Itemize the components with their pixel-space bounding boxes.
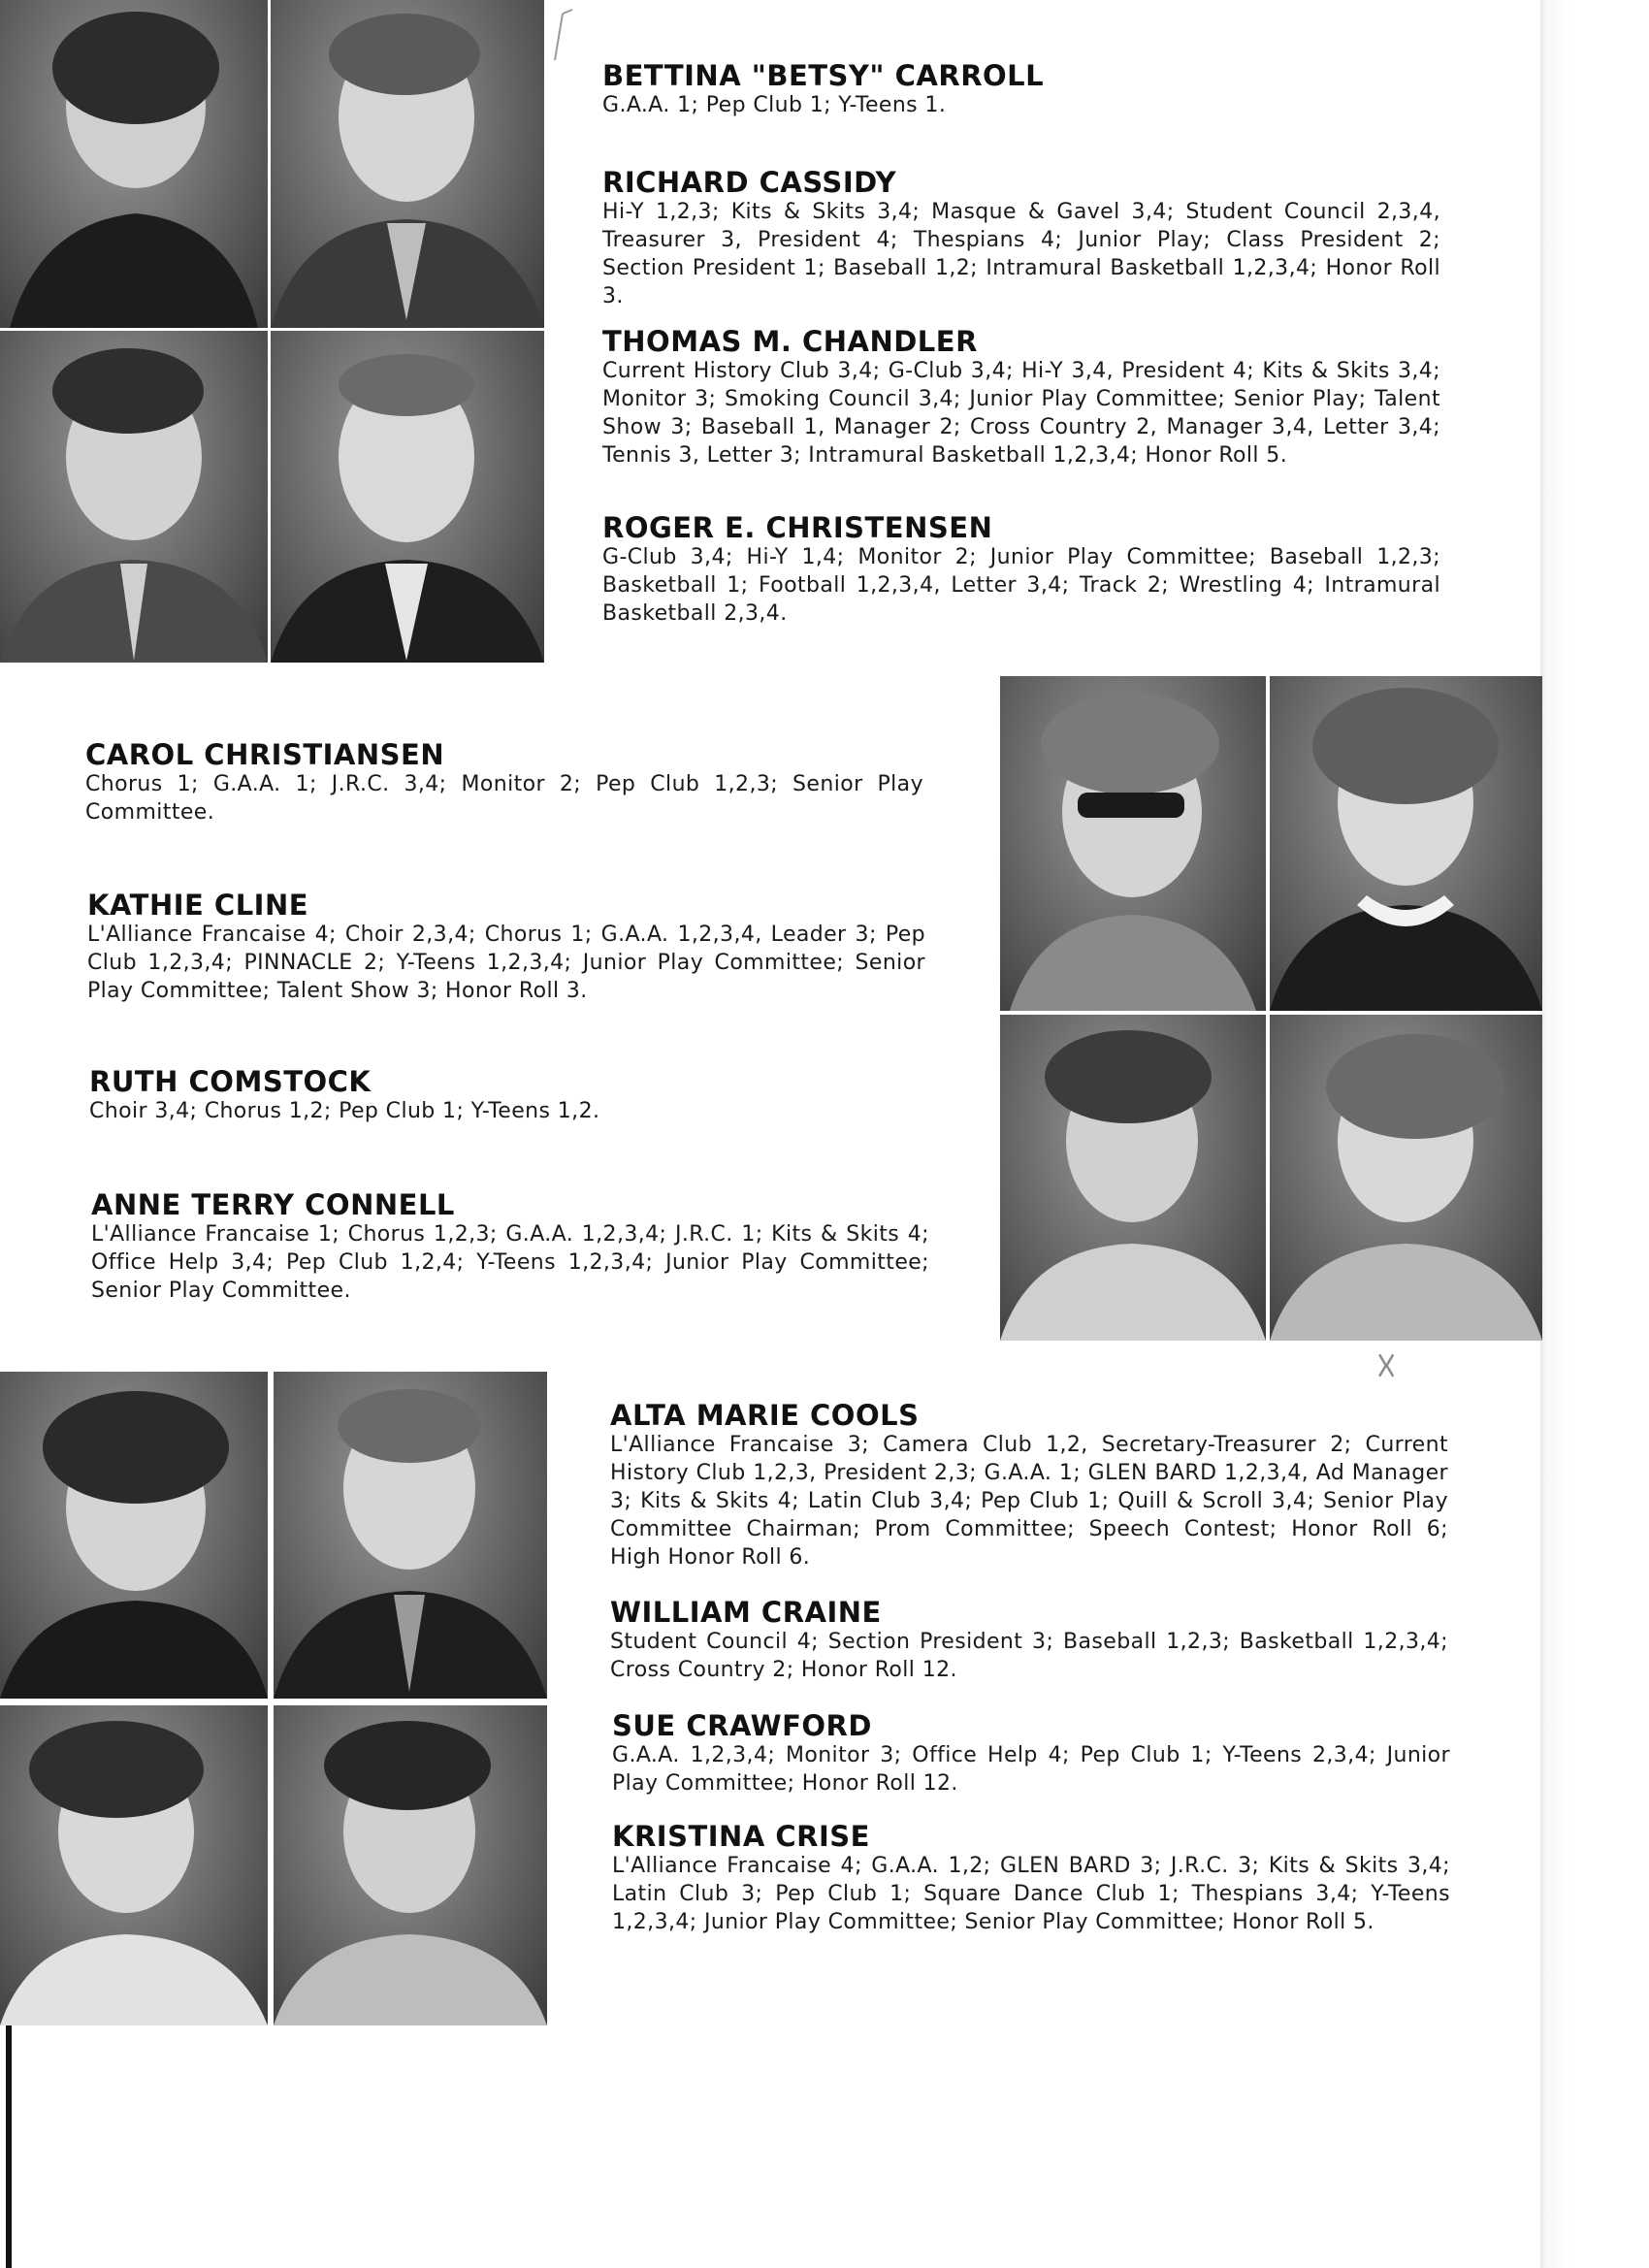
student-entry [602, 167, 1440, 310]
student-entry [87, 890, 925, 1005]
scan-edge-mark [6, 2023, 12, 2268]
student-name: THOMAS M. CHANDLER [602, 325, 978, 358]
student-name: ROGER E. CHRISTENSEN [602, 511, 993, 544]
student-activities: Hi-Y 1,2,3; Kits & Skits 3,4; Masque & Gavel 3,4; Student Council 2,3,4, Treasurer 3, President 4; Thespians 4; Junior Play; Class President 2; Section President 1; Baseball 1,2; Intramural Basketball 1,2,3,4; Honor Roll 3. [602, 200, 1440, 308]
portrait-photo [0, 1372, 268, 1699]
portrait-photo [0, 0, 268, 328]
student-entry [602, 326, 1440, 470]
student-activities: G-Club 3,4; Hi-Y 1,4; Monitor 2; Junior Play Committee; Baseball 1,2,3; Basketball 1; Football 1,2,3,4, Letter 3,4; Track 2; Wrestling 4; Intramural Basketball 2,3,4. [602, 545, 1440, 626]
student-activities: L'Alliance Francaise 4; G.A.A. 1,2; GLEN BARD 3; J.R.C. 3; Kits & Skits 3,4; Latin Club 3; Pep Club 1; Square Dance Club 1; Thespians 3,4; Y-Teens 1,2,3,4; Junior Play Committee; Senior Play Committee; Honor Roll 5. [612, 1854, 1450, 1934]
student-activities: Choir 3,4; Chorus 1,2; Pep Club 1; Y-Teens 1,2. [89, 1099, 600, 1123]
portrait-photo [274, 1705, 547, 2025]
student-name: WILLIAM CRAINE [610, 1596, 882, 1629]
portrait-photo [1270, 1015, 1542, 1341]
student-activities: Student Council 4; Section President 3; Baseball 1,2,3; Basketball 1,2,3,4; Cross Country 2; Honor Roll 12. [610, 1630, 1448, 1682]
page-edge-shadow [1540, 0, 1649, 2268]
student-name: RUTH COMSTOCK [89, 1065, 372, 1098]
student-name: BETTINA "BETSY" CARROLL [602, 59, 1045, 92]
student-entry [85, 739, 923, 826]
student-entry [89, 1066, 927, 1125]
student-name: SUE CRAWFORD [612, 1709, 872, 1742]
pencil-tick-mark [549, 8, 578, 68]
student-entry [610, 1597, 1448, 1684]
student-name: RICHARD CASSIDY [602, 166, 897, 199]
student-activities: Current History Club 3,4; G-Club 3,4; Hi-Y 3,4, President 4; Kits & Skits 3,4; Monitor 3; Smoking Council 3,4; Junior Play Committee; Senior Play; Talent Show 3; Baseball 1, Manager 2; Cross Country 2, Manager 3,4, Letter 3,4; Tennis 3, Letter 3; Intramural Basketball 1,2,3,4; Honor Roll 5. [602, 359, 1440, 468]
portrait-photo [274, 1372, 547, 1699]
student-activities: Chorus 1; G.A.A. 1; J.R.C. 3,4; Monitor 2; Pep Club 1,2,3; Senior Play Committee. [85, 772, 923, 825]
portrait-photo [0, 1705, 268, 2025]
portrait-photo [271, 0, 544, 328]
student-entry [91, 1189, 929, 1305]
portrait-photo [1270, 676, 1542, 1011]
student-entry [612, 1821, 1450, 1936]
student-name: ALTA MARIE COOLS [610, 1399, 920, 1432]
student-activities: L'Alliance Francaise 4; Choir 2,3,4; Chorus 1; G.A.A. 1,2,3,4, Leader 3; Pep Club 1,2,3,4; PINNACLE 2; Y-Teens 1,2,3,4; Junior Play Committee; Senior Play Committee; Talent Show 3; Honor Roll 3. [87, 923, 925, 1003]
portrait-photo [1000, 676, 1266, 1011]
student-entry [610, 1400, 1448, 1571]
student-activities: G.A.A. 1; Pep Club 1; Y-Teens 1. [602, 93, 947, 117]
student-entry [602, 60, 1440, 119]
student-name: KATHIE CLINE [87, 889, 309, 922]
student-name: CAROL CHRISTIANSEN [85, 738, 445, 771]
student-activities: L'Alliance Francaise 1; Chorus 1,2,3; G.A.A. 1,2,3,4; J.R.C. 1; Kits & Skits 4; Office Help 3,4; Pep Club 1,2,4; Y-Teens 1,2,3,4; Junior Play Committee; Senior Play Committee. [91, 1222, 929, 1303]
student-entry [612, 1710, 1450, 1798]
student-activities: L'Alliance Francaise 3; Camera Club 1,2, Secretary-Treasurer 2; Current History Club 1,2,3, President 2,3; G.A.A. 1; GLEN BARD 1,2,3,4, Ad Manager 3; Kits & Skits 4; Latin Club 3,4; Pep Club 1; Quill & Scroll 3,4; Senior Play Committee Chairman; Prom Committee; Speech Contest; Honor Roll 6; High Honor Roll 6. [610, 1433, 1448, 1570]
pencil-x-mark: ☓ [1375, 1343, 1398, 1390]
portrait-photo [271, 331, 544, 663]
student-name: KRISTINA CRISE [612, 1820, 870, 1853]
student-entry [602, 512, 1440, 628]
portrait-photo [1000, 1015, 1266, 1341]
portrait-photo [0, 331, 268, 663]
student-name: ANNE TERRY CONNELL [91, 1188, 455, 1221]
student-activities: G.A.A. 1,2,3,4; Monitor 3; Office Help 4; Pep Club 1; Y-Teens 2,3,4; Junior Play Committee; Honor Roll 12. [612, 1743, 1450, 1796]
